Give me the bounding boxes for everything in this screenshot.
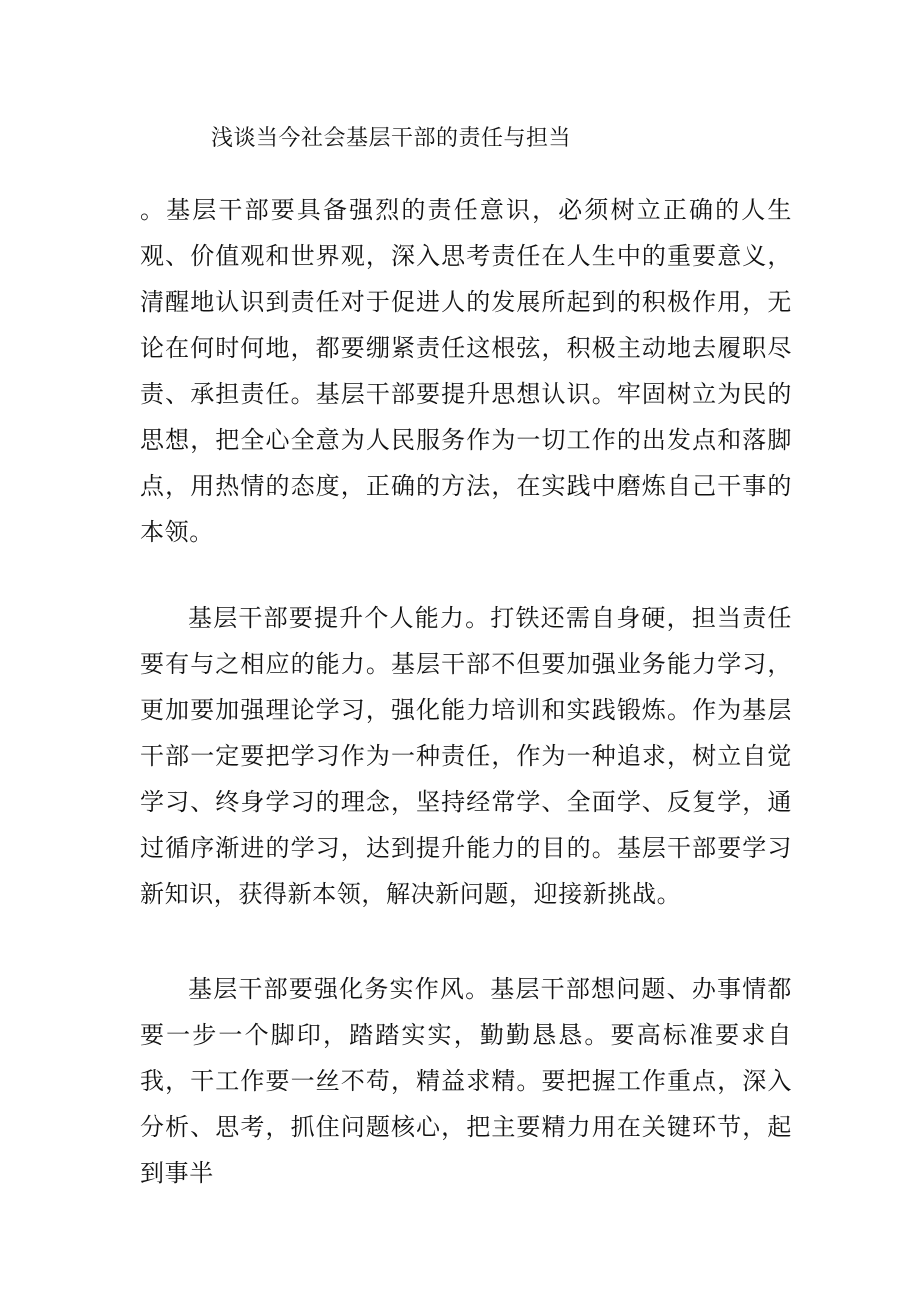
paragraph-practical-style: 基层干部要强化务实作风。基层干部想问题、办事情都要一步一个脚印，踏踏实实，勤勤恳恳。要高标准要求自我，干工作要一丝不苟，精益求精。要把握工作重点，深入分析、思考，抓住问题核心，把主要精力用在关键环节，起到事半 [140,975,792,1187]
paragraph-responsibility-awareness: 。基层干部要具备强烈的责任意识，必须树立正确的人生观、价值观和世界观，深入思考责任在人生中的重要意义，清醒地认识到责任对于促进人的发展所起到的积极作用，无论在何时何地，都要绷紧责任这根弦，积极主动地去履职尽责、承担责任。基层干部要提升思想认识。牢固树立为民的思想，把全心全意为人民服务作为一切工作的出发点和落脚点，用热情的态度，正确的方法，在实践中磨炼自己干事的本领。 [140,196,792,546]
document-title: 浅谈当今社会基层干部的责任与担当 [211,126,572,151]
paragraph-personal-ability: 基层干部要提升个人能力。打铁还需自身硬，担当责任要有与之相应的能力。基层干部不但要加强业务能力学习，更加要加强理论学习，强化能力培训和实践锻炼。作为基层干部一定要把学习作为一种责任，作为一种追求，树立自觉学习、终身学习的理念，坚持经常学、全面学、反复学，通过循序渐进的学习，达到提升能力的目的。基层干部要学习新知识，获得新本领，解决新问题，迎接新挑战。 [140,604,792,908]
